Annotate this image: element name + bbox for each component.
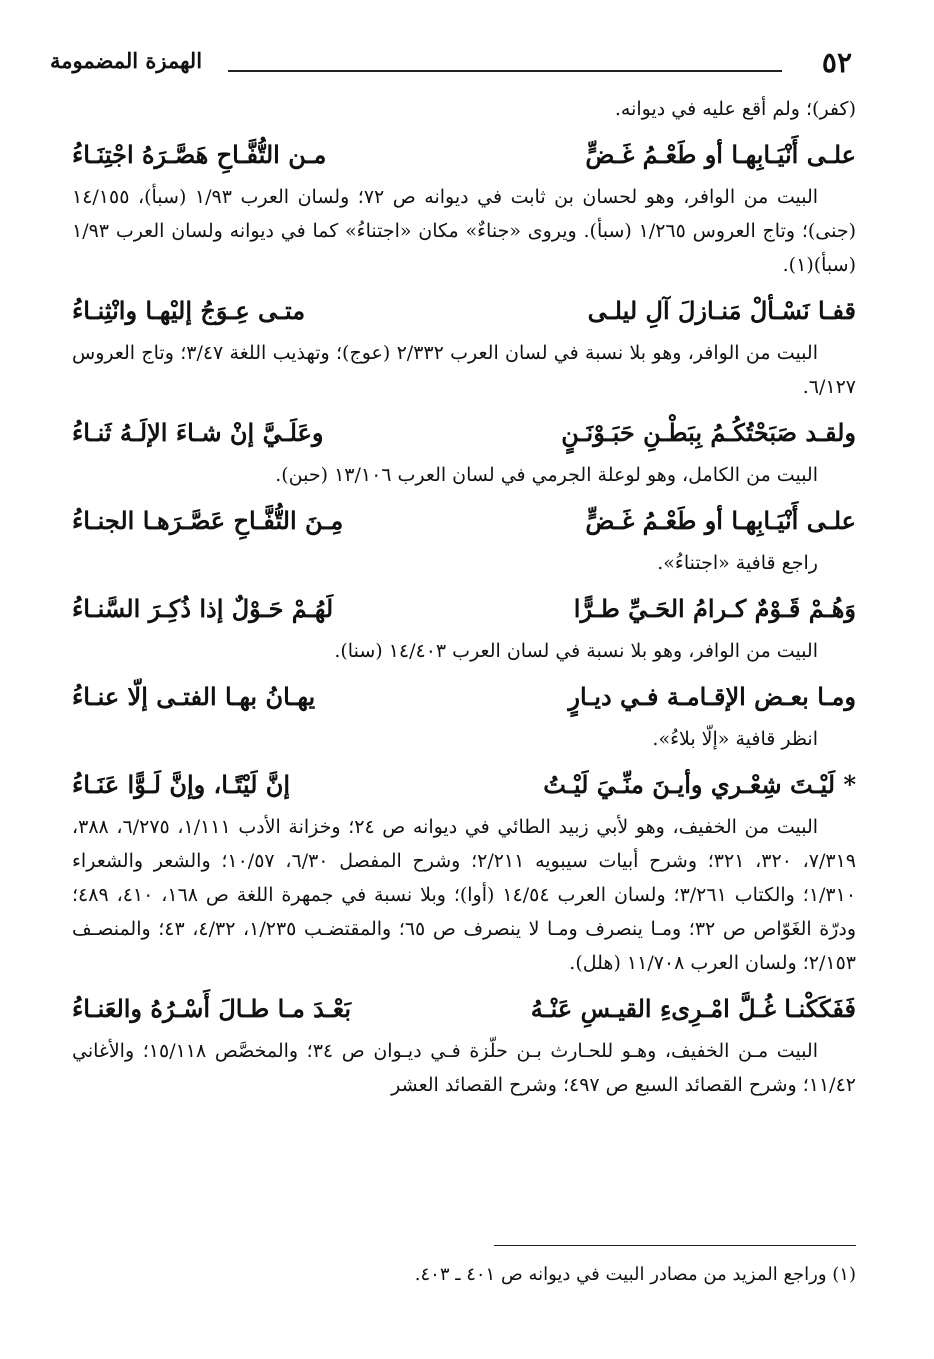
first-hemistich: فَفَكَكْنـا غُـلَّ امْـرِىءِ القيـسِ عَنْـهُ: [530, 994, 856, 1023]
second-hemistich: مـن التُّفَّـاحِ هَصَّـرَهُ اجْتِنَـاءُ: [72, 140, 327, 169]
commentary-text: البيت مـن الخفيف، وهـو للحـارث بـن حلّزة فـي ديـوان ص ٣٤؛ والمخصَّص ١٥/١١٨؛ والأغاني ١١/٤٢؛ وشرح القصائد السبع ص ٤٩٧؛ وشرح القصائد العشر: [72, 1040, 856, 1096]
verse-line: [72, 760, 856, 810]
entry-4: [72, 496, 856, 580]
commentary-text: البيت من الوافر، وهو بلا نسبة في لسان العرب ١٤/٤٠٣ (سنا).: [334, 640, 818, 662]
commentary-text: البيت من الوافر، وهو بلا نسبة في لسان العرب ٢/٣٣٢ (عوج)؛ وتهذيب اللغة ٣/٤٧؛ وتاج العروس ٦/١٢٧.: [72, 342, 856, 398]
second-hemistich: متـى عِـوَجُ إليْهـا وانْثِنـاءُ: [72, 296, 306, 325]
commentary-text: راجع قافية «اجتناءُ».: [657, 552, 818, 574]
intro-text: (كفر)؛ ولم أقع عليه في ديوانه.: [614, 98, 856, 120]
commentary-text: البيت من الوافر، وهو لحسان بن ثابت في ديوانه ص ٧٢؛ ولسان العرب ١/٩٣ (سبأ)، ١٤/١٥٥ (جنى)؛ وتاج العروس ١/٢٦٥ (سبأ). ويروى «جناءٌ» مكان «اجتناءُ» كما في ديوانه ولسان العرب ١/٩٣ (سبأ)(١).: [72, 186, 856, 276]
verse-commentary: [72, 810, 856, 980]
running-title: الهمزة المضمومة: [50, 48, 203, 73]
verse-line: [72, 408, 856, 458]
entry-6: [72, 672, 856, 756]
entry-1: [72, 130, 856, 282]
page-header: [50, 46, 852, 80]
first-hemistich: وَهُـمْ قَـوْمٌ كـرامُ الحَـيِّ طـرًّا: [573, 594, 856, 623]
verse-line: [72, 130, 856, 180]
intro-note: [72, 92, 856, 126]
second-hemistich: يهـانُ بهـا الفتـى إلّا عنـاءُ: [72, 682, 316, 711]
first-hemistich: * لَيْـتَ شِعْـري وأيـنَ منِّـيَ لَيْـتُ: [543, 770, 856, 799]
commentary-text: البيت من الخفيف، وهو لأبي زبيد الطائي في ديوانه ص ٢٤؛ وخزانة الأدب ١/١١١، ٦/٢٧٥، ٣٨٨، ٧/٣١٩، ٣٢٠، ٣٢١؛ وشرح أبيات سيبويه ٢/٢١١؛ وشرح المفصل ٦/٣٠، ١٠/٥٧؛ والشعر والشعراء ١/٣١٠؛ والكتاب ٣/٢٦١؛ ولسان العرب ١٤/٥٤ (أوا)؛ وبلا نسبة في جمهرة اللغة ص ١٦٨، ٤١٠، ٤٨٩؛ ودرّة الغَوّاص ص ٣٢؛ ومـا ينصرف ومـا لا ينصرف ص ٦٥؛ والمقتضـب ١/٢٣٥، ٤/٣٢، ٤٣؛ والمنصـف ٢/١٥٣؛ ولسان العرب ١١/٧٠٨ (هلل).: [72, 816, 857, 974]
footnote-rule: [494, 1245, 856, 1246]
first-hemistich: ولقـد صَبَحْتُكُـمُ بِبَطْـنِ حَبَـوْنَـنٍ: [561, 418, 856, 447]
verse-commentary: [72, 722, 856, 756]
verse-commentary: [72, 336, 856, 404]
second-hemistich: مِـنَ التُّفَّـاحِ عَصَّـرَهـا الجنـاءُ: [72, 506, 344, 535]
verse-commentary: [72, 634, 856, 668]
first-hemistich: قفـا نَسْـألْ مَنـازلَ آلِ ليلـى: [587, 296, 856, 325]
entry-5: [72, 584, 856, 668]
verse-line: [72, 286, 856, 336]
commentary-text: انظر قافية «إلّا بلاءُ».: [652, 728, 818, 750]
verse-commentary: [72, 180, 856, 282]
commentary-text: البيت من الكامل، وهو لوعلة الجرمي في لسان العرب ١٣/١٠٦ (حبن).: [275, 464, 818, 486]
entry-7: [72, 760, 856, 980]
entry-2: [72, 286, 856, 404]
second-hemistich: إنَّ لَيْتًـا، وإنَّ لَـوًّا عَنَـاءُ: [72, 770, 291, 799]
header-rule: [228, 70, 782, 72]
entry-8: [72, 984, 856, 1102]
verse-commentary: [72, 458, 856, 492]
verse-commentary: [72, 1034, 856, 1102]
footnote: (١) وراجع المزيد من مصادر البيت في ديوانه ص ٤٠١ ـ ٤٠٣.: [414, 1264, 856, 1285]
verse-commentary: [72, 546, 856, 580]
second-hemistich: بَعْـدَ مـا طـالَ أَسْـرُهُ والعَنـاءُ: [72, 994, 352, 1023]
second-hemistich: وعَلَـيَّ إنْ شـاءَ الإلَـهُ ثَنـاءُ: [72, 418, 324, 447]
verse-line: [72, 984, 856, 1034]
first-hemistich: علـى أَنْيَـابِهـا أو طَعْـمُ غَـضٍّ: [585, 140, 856, 169]
page-number: ٥٢: [821, 46, 852, 79]
entry-3: [72, 408, 856, 492]
first-hemistich: علـى أَنْيَـابِهـا أو طَعْـمُ غَـضٍّ: [585, 506, 856, 535]
verse-line: [72, 672, 856, 722]
main-text: [72, 92, 856, 1106]
second-hemistich: لَهُـمْ حَـوْلٌ إذا ذُكِـرَ السَّنـاءُ: [72, 594, 334, 623]
first-hemistich: ومـا بعـض الإقـامـة فـي ديـارٍ: [568, 682, 856, 711]
verse-line: [72, 584, 856, 634]
verse-line: [72, 496, 856, 546]
